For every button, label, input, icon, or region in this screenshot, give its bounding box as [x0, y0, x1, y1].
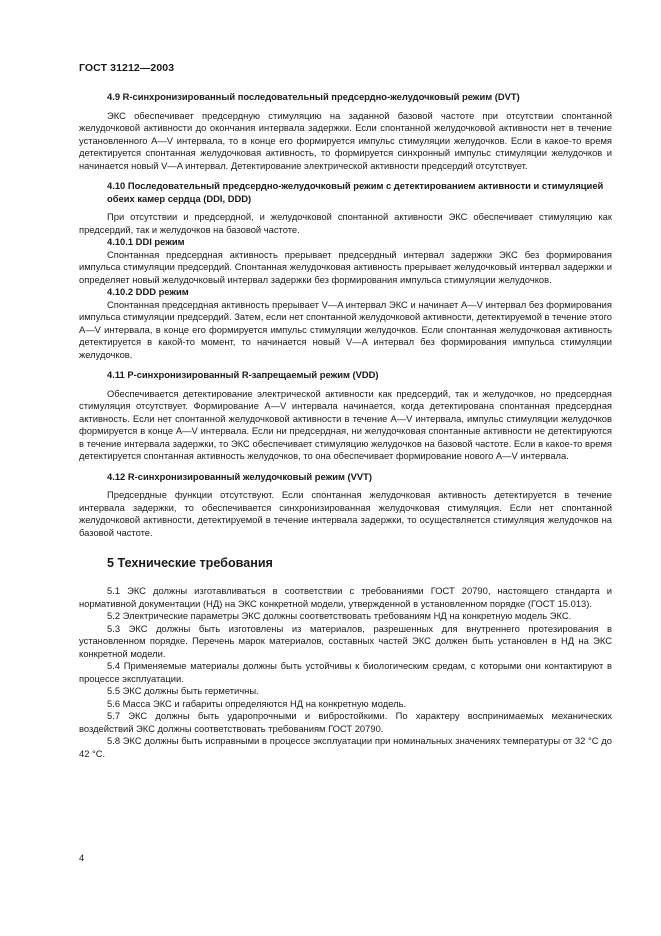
clause-5-7: 5.7 ЭКС должны быть ударопрочными и вибростойкими. По характеру воспринимаемых механических воздействий ЭКС должны соответствовать требованиям ГОСТ 20790. [79, 710, 612, 734]
document-header: ГОСТ 31212—2003 [79, 62, 175, 74]
section-4-9-heading: 4.9 R-синхронизированный последовательный предсердно-желудочковый режим (DVT) [107, 91, 520, 102]
section-4-10-1-heading: 4.10.1 DDI режим [107, 236, 185, 247]
section-4-10-2-heading: 4.10.2 DDD режим [107, 286, 189, 297]
section-4-10-heading: 4.10 Последовательный предсердно-желудочковый режим с детектированием активности и стимуляцией обеих камер сердца (DDI, DDD) [107, 180, 604, 204]
section-4-11-paragraph: Обеспечивается детектирование электрической активности как предсердий, так и желудочков, но предсердная стимуляция отсутствует. Формирование A—V интервала начинается, когда детектирована спонтанная предсердная активность. Если нет спонтанной желудочковой активности в течение A—V интервала, импульс стимуляции желудочков формируется в конце A—V интервала. Если ни предсердная, ни желудочковая спонтанные активности не детектируются в течение интервала задержки, то ЭКС обеспечивает стимуляцию желудочков на базовой частоте. Если в какое-то время детектируется спонтанная активность желудочков, то она обеспечивает формирование нового A—V интервала. [79, 387, 612, 461]
clause-5-1: 5.1 ЭКС должны изготавливаться в соответствии с требованиями ГОСТ 20790, настоящего стандарта и нормативной документации (НД) на ЭКС конкретной модели, утвержденной в установленном порядке (ГОСТ 15.013). [79, 585, 612, 609]
clause-5-5: 5.5 ЭКС должны быть герметичны. [107, 685, 259, 696]
clause-5-6: 5.6 Масса ЭКС и габариты определяются НД на конкретную модель. [107, 697, 407, 709]
clause-5-2: 5.2 Электрические параметры ЭКС должны соответствовать требованиям НД на конкретную модель ЭКС. [107, 610, 572, 621]
section-4-10-1-paragraph: Спонтанная предсердная активность прерывает предсердный интервал задержки ЭКС без формирования импульса стимуляции предсердий. Спонтанная желудочковая активность прерывает желудочковый интервал задержки и определяет новый желудочковый интервал задержки без формирования импульса стимуляции желудочков. [79, 248, 612, 285]
section-4-11-heading: 4.11 P-синхронизированный R-запрещаемый режим (VDD) [107, 369, 379, 380]
section-5-heading: 5 Технические требования [107, 556, 273, 570]
section-4-10-paragraph: При отсутствии и предсердной, и желудочковой спонтанной активности ЭКС обеспечивает стимуляцию как предсердий, так и желудочков на базовой частоте. [79, 211, 612, 235]
page-number: 4 [79, 852, 85, 863]
clause-5-3: 5.3 ЭКС должны быть изготовлены из материалов, разрешенных для внутреннего протезирования в установленном порядке. Перечень марок материалов, составных частей ЭКС должен быть установлен в НД на ЭКС конкретной модели. [79, 622, 612, 659]
section-4-12-heading: 4.12 R-синхронизированный желудочковый режим (VVT) [107, 470, 373, 482]
clause-5-4: 5.4 Применяемые материалы должны быть устойчивы к биологическим средам, с которыми они контактируют в процессе эксплуатации. [79, 660, 612, 684]
clause-5-8: 5.8 ЭКС должны быть исправными в процессе эксплуатации при номинальных значениях температуры от 32 °С до 42 °С. [79, 735, 612, 759]
section-4-10-2-paragraph: Спонтанная предсердная активность прерывает V—A интервал ЭКС и начинает A—V интервал без формирования импульса стимуляции предсердий. Затем, если нет спонтанной желудочковой активности, детектируемой в течение этого A—V интервала, в конце его формируется импульс стимуляции желудочков. Если спонтанная желудочковая активность детектируется в какой-то момент, то начинается новый V—A интервал без формирования импульса стимуляции желудочков. [79, 298, 612, 360]
document-body [79, 91, 612, 760]
section-4-12-paragraph: Предсердные функции отсутствуют. Если спонтанная желудочковая активность детектируется в течение интервала задержки, то обеспечивается синхронизированная желудочковая стимуляция. Если нет спонтанной желудочковой активности, детектируемой в течение интервала задержки, то осуществляется стимуляция желудочков на базовой частоте. [79, 489, 612, 538]
section-4-9-paragraph: ЭКС обеспечивает предсердную стимуляцию на заданной базовой частоте при отсутствии спонтанной желудочковой активности до окончания интервала задержки. Если спонтанной желудочковой активности нет в течение установленного A—V интервала, то в конце его формируется импульс стимуляции желудочков. Если в какое-то время детектируется спонтанная желудочковая активность, то формируется синхронный импульс стимуляции желудочков и начинается новый V—A интервал. Детектирование электрической активности предсердий отсутствует. [79, 109, 612, 171]
